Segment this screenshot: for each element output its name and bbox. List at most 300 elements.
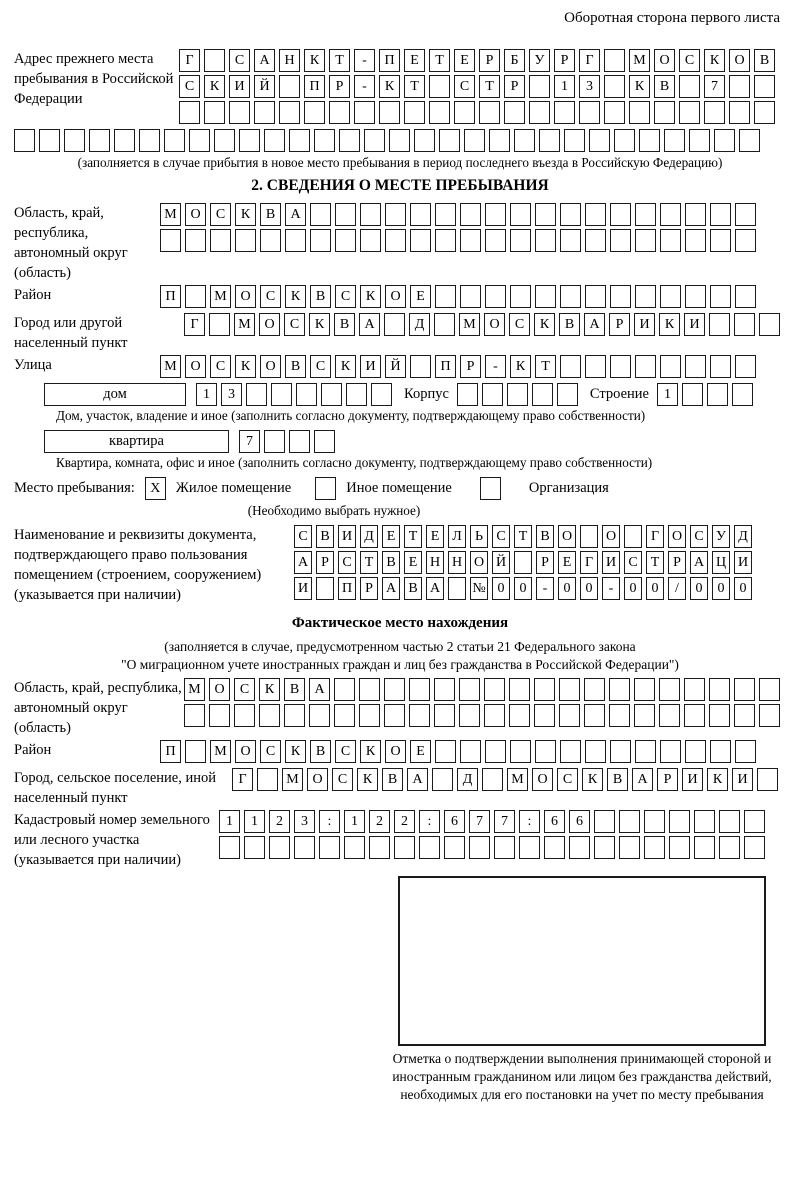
char-cell[interactable]	[439, 129, 460, 152]
char-cell[interactable]: М	[234, 313, 255, 336]
char-cell[interactable]: Ь	[470, 525, 488, 548]
char-cell[interactable]: С	[454, 75, 475, 98]
char-cell[interactable]: Т	[329, 49, 350, 72]
char-cell[interactable]: А	[254, 49, 275, 72]
char-cell[interactable]: О	[532, 768, 553, 791]
char-cell[interactable]	[710, 203, 731, 226]
char-cell[interactable]	[229, 101, 250, 124]
char-cell[interactable]: О	[185, 355, 206, 378]
char-cell[interactable]	[685, 203, 706, 226]
char-cell[interactable]	[359, 678, 380, 701]
char-cell[interactable]: Н	[279, 49, 300, 72]
char-cell[interactable]: О	[654, 49, 675, 72]
char-cell[interactable]	[614, 129, 635, 152]
char-cell[interactable]	[435, 229, 456, 252]
char-cell[interactable]	[164, 129, 185, 152]
char-cell[interactable]	[704, 101, 725, 124]
char-cell[interactable]	[379, 101, 400, 124]
char-cell[interactable]	[460, 285, 481, 308]
char-cell[interactable]	[432, 768, 453, 791]
char-cell[interactable]	[394, 836, 415, 859]
char-cell[interactable]	[719, 810, 740, 833]
char-cell[interactable]	[246, 383, 267, 406]
char-cell[interactable]: В	[382, 768, 403, 791]
char-cell[interactable]	[710, 355, 731, 378]
char-cell[interactable]	[557, 383, 578, 406]
char-cell[interactable]	[504, 101, 525, 124]
char-cell[interactable]: -	[485, 355, 506, 378]
char-cell[interactable]	[482, 383, 503, 406]
char-cell[interactable]: К	[704, 49, 725, 72]
char-cell[interactable]	[334, 704, 355, 727]
char-cell[interactable]	[360, 229, 381, 252]
char-cell[interactable]	[314, 129, 335, 152]
char-cell[interactable]: У	[712, 525, 730, 548]
char-cell[interactable]: Р	[536, 551, 554, 574]
char-cell[interactable]: П	[160, 740, 181, 763]
char-cell[interactable]	[684, 678, 705, 701]
char-cell[interactable]	[364, 129, 385, 152]
char-cell[interactable]: К	[379, 75, 400, 98]
char-cell[interactable]: И	[229, 75, 250, 98]
char-cell[interactable]: 1	[219, 810, 240, 833]
char-cell[interactable]: 0	[624, 577, 642, 600]
char-cell[interactable]: И	[602, 551, 620, 574]
char-cell[interactable]: Ц	[712, 551, 730, 574]
char-cell[interactable]	[759, 704, 780, 727]
char-cell[interactable]	[510, 740, 531, 763]
char-cell[interactable]	[414, 129, 435, 152]
char-cell[interactable]	[316, 577, 334, 600]
char-cell[interactable]: В	[654, 75, 675, 98]
char-cell[interactable]: 6	[544, 810, 565, 833]
korpus-cells[interactable]	[457, 383, 582, 406]
char-cell[interactable]	[535, 203, 556, 226]
char-cell[interactable]: И	[360, 355, 381, 378]
char-cell[interactable]	[435, 740, 456, 763]
char-cell[interactable]	[244, 836, 265, 859]
char-cell[interactable]: С	[690, 525, 708, 548]
char-cell[interactable]: Д	[360, 525, 378, 548]
char-cell[interactable]: И	[294, 577, 312, 600]
char-cell[interactable]	[559, 678, 580, 701]
gorod2-row[interactable]	[232, 768, 782, 791]
char-cell[interactable]	[264, 430, 285, 453]
char-cell[interactable]	[484, 704, 505, 727]
char-cell[interactable]: К	[360, 285, 381, 308]
char-cell[interactable]: 2	[269, 810, 290, 833]
char-cell[interactable]	[279, 75, 300, 98]
char-cell[interactable]	[189, 129, 210, 152]
char-cell[interactable]	[554, 101, 575, 124]
char-cell[interactable]	[260, 229, 281, 252]
char-cell[interactable]	[739, 129, 760, 152]
char-cell[interactable]	[514, 129, 535, 152]
char-cell[interactable]	[619, 810, 640, 833]
char-cell[interactable]	[384, 704, 405, 727]
char-cell[interactable]	[639, 129, 660, 152]
char-cell[interactable]	[460, 203, 481, 226]
char-cell[interactable]	[584, 678, 605, 701]
char-cell[interactable]: Е	[404, 49, 425, 72]
char-cell[interactable]	[660, 355, 681, 378]
char-cell[interactable]	[429, 101, 450, 124]
char-cell[interactable]: М	[282, 768, 303, 791]
char-cell[interactable]	[682, 383, 703, 406]
char-cell[interactable]: 7	[494, 810, 515, 833]
char-cell[interactable]: 3	[221, 383, 242, 406]
char-cell[interactable]	[709, 704, 730, 727]
char-cell[interactable]	[160, 229, 181, 252]
char-cell[interactable]	[464, 129, 485, 152]
char-cell[interactable]: О	[484, 313, 505, 336]
char-cell[interactable]	[635, 229, 656, 252]
char-cell[interactable]: П	[304, 75, 325, 98]
char-cell[interactable]	[259, 704, 280, 727]
char-cell[interactable]: П	[338, 577, 356, 600]
char-cell[interactable]	[735, 355, 756, 378]
char-cell[interactable]: -	[354, 75, 375, 98]
char-cell[interactable]	[644, 836, 665, 859]
char-cell[interactable]: В	[285, 355, 306, 378]
char-cell[interactable]	[309, 704, 330, 727]
char-cell[interactable]	[404, 101, 425, 124]
char-cell[interactable]: О	[260, 355, 281, 378]
char-cell[interactable]: О	[558, 525, 576, 548]
char-cell[interactable]	[659, 678, 680, 701]
char-cell[interactable]: О	[385, 740, 406, 763]
char-cell[interactable]: Т	[535, 355, 556, 378]
char-cell[interactable]	[214, 129, 235, 152]
char-cell[interactable]: 3	[294, 810, 315, 833]
char-cell[interactable]	[479, 101, 500, 124]
char-cell[interactable]	[744, 810, 765, 833]
char-cell[interactable]	[735, 285, 756, 308]
char-cell[interactable]	[534, 704, 555, 727]
char-cell[interactable]	[185, 229, 206, 252]
char-cell[interactable]	[709, 313, 730, 336]
char-cell[interactable]: Е	[410, 285, 431, 308]
char-cell[interactable]	[535, 285, 556, 308]
char-cell[interactable]	[509, 678, 530, 701]
char-cell[interactable]	[264, 129, 285, 152]
char-cell[interactable]	[514, 551, 532, 574]
char-cell[interactable]	[729, 75, 750, 98]
char-cell[interactable]	[494, 836, 515, 859]
char-cell[interactable]	[654, 101, 675, 124]
char-cell[interactable]	[584, 704, 605, 727]
char-cell[interactable]	[660, 229, 681, 252]
char-cell[interactable]: О	[235, 740, 256, 763]
char-cell[interactable]: Т	[360, 551, 378, 574]
char-cell[interactable]: Е	[558, 551, 576, 574]
char-cell[interactable]: С	[179, 75, 200, 98]
char-cell[interactable]: К	[707, 768, 728, 791]
gorod-row[interactable]	[184, 313, 784, 336]
char-cell[interactable]	[344, 836, 365, 859]
char-cell[interactable]	[339, 129, 360, 152]
char-cell[interactable]: К	[582, 768, 603, 791]
document-row-1[interactable]	[294, 525, 756, 548]
char-cell[interactable]	[610, 355, 631, 378]
checkbox-residential[interactable]: X	[145, 477, 166, 500]
char-cell[interactable]: И	[338, 525, 356, 548]
char-cell[interactable]: С	[284, 313, 305, 336]
char-cell[interactable]	[209, 313, 230, 336]
char-cell[interactable]	[435, 203, 456, 226]
char-cell[interactable]	[429, 75, 450, 98]
char-cell[interactable]: Й	[254, 75, 275, 98]
char-cell[interactable]	[660, 203, 681, 226]
kvartira-cells[interactable]	[239, 430, 339, 453]
char-cell[interactable]	[346, 383, 367, 406]
char-cell[interactable]: К	[204, 75, 225, 98]
char-cell[interactable]	[434, 313, 455, 336]
char-cell[interactable]: Р	[460, 355, 481, 378]
char-cell[interactable]: В	[404, 577, 422, 600]
char-cell[interactable]	[710, 229, 731, 252]
char-cell[interactable]	[610, 203, 631, 226]
char-cell[interactable]	[535, 740, 556, 763]
char-cell[interactable]: В	[310, 740, 331, 763]
prev-address-row-3[interactable]	[179, 101, 779, 124]
char-cell[interactable]	[239, 129, 260, 152]
char-cell[interactable]: Й	[385, 355, 406, 378]
char-cell[interactable]: 0	[712, 577, 730, 600]
char-cell[interactable]	[664, 129, 685, 152]
char-cell[interactable]: К	[357, 768, 378, 791]
char-cell[interactable]: В	[334, 313, 355, 336]
char-cell[interactable]: Г	[184, 313, 205, 336]
char-cell[interactable]: К	[285, 740, 306, 763]
char-cell[interactable]	[609, 704, 630, 727]
char-cell[interactable]: С	[679, 49, 700, 72]
char-cell[interactable]: Н	[448, 551, 466, 574]
char-cell[interactable]: С	[210, 203, 231, 226]
kadastr-row-1[interactable]	[219, 810, 769, 833]
char-cell[interactable]: О	[668, 525, 686, 548]
char-cell[interactable]	[385, 229, 406, 252]
char-cell[interactable]: Д	[457, 768, 478, 791]
char-cell[interactable]	[335, 229, 356, 252]
char-cell[interactable]: К	[360, 740, 381, 763]
char-cell[interactable]	[454, 101, 475, 124]
char-cell[interactable]	[204, 101, 225, 124]
char-cell[interactable]	[669, 810, 690, 833]
char-cell[interactable]: В	[536, 525, 554, 548]
char-cell[interactable]	[604, 101, 625, 124]
char-cell[interactable]	[448, 577, 466, 600]
char-cell[interactable]	[409, 704, 430, 727]
char-cell[interactable]: 1	[344, 810, 365, 833]
char-cell[interactable]	[754, 101, 775, 124]
char-cell[interactable]: 0	[492, 577, 510, 600]
char-cell[interactable]	[409, 678, 430, 701]
char-cell[interactable]	[560, 285, 581, 308]
char-cell[interactable]	[360, 203, 381, 226]
char-cell[interactable]	[489, 129, 510, 152]
prev-address-row-1[interactable]	[179, 49, 779, 72]
char-cell[interactable]	[410, 203, 431, 226]
char-cell[interactable]: С	[260, 740, 281, 763]
char-cell[interactable]	[139, 129, 160, 152]
char-cell[interactable]	[744, 836, 765, 859]
char-cell[interactable]	[635, 285, 656, 308]
char-cell[interactable]: С	[260, 285, 281, 308]
char-cell[interactable]	[604, 49, 625, 72]
char-cell[interactable]: М	[210, 285, 231, 308]
stroenie-cells[interactable]	[657, 383, 757, 406]
char-cell[interactable]	[585, 203, 606, 226]
char-cell[interactable]	[285, 229, 306, 252]
char-cell[interactable]	[560, 203, 581, 226]
char-cell[interactable]: 1	[554, 75, 575, 98]
char-cell[interactable]: Е	[454, 49, 475, 72]
char-cell[interactable]: 7	[239, 430, 260, 453]
char-cell[interactable]: 2	[394, 810, 415, 833]
char-cell[interactable]	[710, 285, 731, 308]
char-cell[interactable]	[610, 285, 631, 308]
char-cell[interactable]	[619, 836, 640, 859]
checkbox-organization[interactable]	[480, 477, 501, 500]
char-cell[interactable]: А	[407, 768, 428, 791]
char-cell[interactable]: С	[229, 49, 250, 72]
char-cell[interactable]	[519, 836, 540, 859]
char-cell[interactable]: В	[754, 49, 775, 72]
char-cell[interactable]	[585, 740, 606, 763]
char-cell[interactable]	[759, 678, 780, 701]
char-cell[interactable]	[594, 810, 615, 833]
char-cell[interactable]: К	[309, 313, 330, 336]
char-cell[interactable]	[459, 678, 480, 701]
char-cell[interactable]	[529, 75, 550, 98]
char-cell[interactable]: А	[426, 577, 444, 600]
char-cell[interactable]	[114, 129, 135, 152]
char-cell[interactable]	[534, 678, 555, 701]
char-cell[interactable]: :	[319, 810, 340, 833]
char-cell[interactable]: К	[259, 678, 280, 701]
char-cell[interactable]	[510, 203, 531, 226]
char-cell[interactable]: Р	[554, 49, 575, 72]
char-cell[interactable]: Р	[668, 551, 686, 574]
char-cell[interactable]	[321, 383, 342, 406]
char-cell[interactable]: С	[557, 768, 578, 791]
char-cell[interactable]: С	[624, 551, 642, 574]
char-cell[interactable]	[384, 313, 405, 336]
oblast-row-1[interactable]	[160, 203, 760, 226]
char-cell[interactable]	[532, 383, 553, 406]
char-cell[interactable]	[444, 836, 465, 859]
char-cell[interactable]: С	[338, 551, 356, 574]
char-cell[interactable]: 0	[580, 577, 598, 600]
char-cell[interactable]: М	[210, 740, 231, 763]
char-cell[interactable]	[634, 678, 655, 701]
char-cell[interactable]: И	[684, 313, 705, 336]
char-cell[interactable]: 6	[444, 810, 465, 833]
char-cell[interactable]	[507, 383, 528, 406]
char-cell[interactable]	[714, 129, 735, 152]
char-cell[interactable]	[460, 740, 481, 763]
char-cell[interactable]	[635, 355, 656, 378]
char-cell[interactable]	[329, 101, 350, 124]
char-cell[interactable]	[469, 836, 490, 859]
char-cell[interactable]	[14, 129, 35, 152]
oblast2-row-2[interactable]	[184, 704, 784, 727]
char-cell[interactable]	[457, 383, 478, 406]
char-cell[interactable]: А	[632, 768, 653, 791]
char-cell[interactable]: П	[435, 355, 456, 378]
char-cell[interactable]	[484, 678, 505, 701]
char-cell[interactable]: 6	[569, 810, 590, 833]
char-cell[interactable]: С	[234, 678, 255, 701]
char-cell[interactable]	[732, 383, 753, 406]
char-cell[interactable]: У	[529, 49, 550, 72]
char-cell[interactable]	[754, 75, 775, 98]
char-cell[interactable]: А	[382, 577, 400, 600]
char-cell[interactable]: К	[659, 313, 680, 336]
char-cell[interactable]: К	[335, 355, 356, 378]
char-cell[interactable]: 0	[690, 577, 708, 600]
char-cell[interactable]	[314, 430, 335, 453]
char-cell[interactable]: О	[307, 768, 328, 791]
checkbox-other-premises[interactable]	[315, 477, 336, 500]
char-cell[interactable]	[604, 75, 625, 98]
char-cell[interactable]	[389, 129, 410, 152]
char-cell[interactable]: О	[235, 285, 256, 308]
char-cell[interactable]	[485, 203, 506, 226]
char-cell[interactable]: М	[184, 678, 205, 701]
char-cell[interactable]	[610, 740, 631, 763]
char-cell[interactable]	[289, 129, 310, 152]
char-cell[interactable]	[254, 101, 275, 124]
char-cell[interactable]	[210, 229, 231, 252]
char-cell[interactable]: С	[335, 285, 356, 308]
char-cell[interactable]	[659, 704, 680, 727]
char-cell[interactable]	[679, 101, 700, 124]
char-cell[interactable]: Й	[492, 551, 510, 574]
dom-number-cells[interactable]	[196, 383, 396, 406]
char-cell[interactable]	[669, 836, 690, 859]
char-cell[interactable]: Г	[580, 551, 598, 574]
char-cell[interactable]: Р	[360, 577, 378, 600]
char-cell[interactable]: П	[160, 285, 181, 308]
char-cell[interactable]: И	[634, 313, 655, 336]
char-cell[interactable]: Г	[232, 768, 253, 791]
char-cell[interactable]	[757, 768, 778, 791]
char-cell[interactable]	[64, 129, 85, 152]
char-cell[interactable]	[535, 229, 556, 252]
char-cell[interactable]: С	[509, 313, 530, 336]
char-cell[interactable]	[204, 49, 225, 72]
char-cell[interactable]: Р	[657, 768, 678, 791]
document-row-2[interactable]	[294, 551, 756, 574]
char-cell[interactable]: И	[682, 768, 703, 791]
char-cell[interactable]	[634, 704, 655, 727]
char-cell[interactable]	[685, 285, 706, 308]
char-cell[interactable]	[564, 129, 585, 152]
char-cell[interactable]	[485, 285, 506, 308]
char-cell[interactable]: 0	[646, 577, 664, 600]
char-cell[interactable]: Г	[179, 49, 200, 72]
char-cell[interactable]: /	[668, 577, 686, 600]
char-cell[interactable]	[734, 704, 755, 727]
oblast2-row-1[interactable]	[184, 678, 784, 701]
char-cell[interactable]: К	[304, 49, 325, 72]
char-cell[interactable]: Н	[426, 551, 444, 574]
char-cell[interactable]	[660, 740, 681, 763]
char-cell[interactable]: К	[285, 285, 306, 308]
char-cell[interactable]	[610, 229, 631, 252]
